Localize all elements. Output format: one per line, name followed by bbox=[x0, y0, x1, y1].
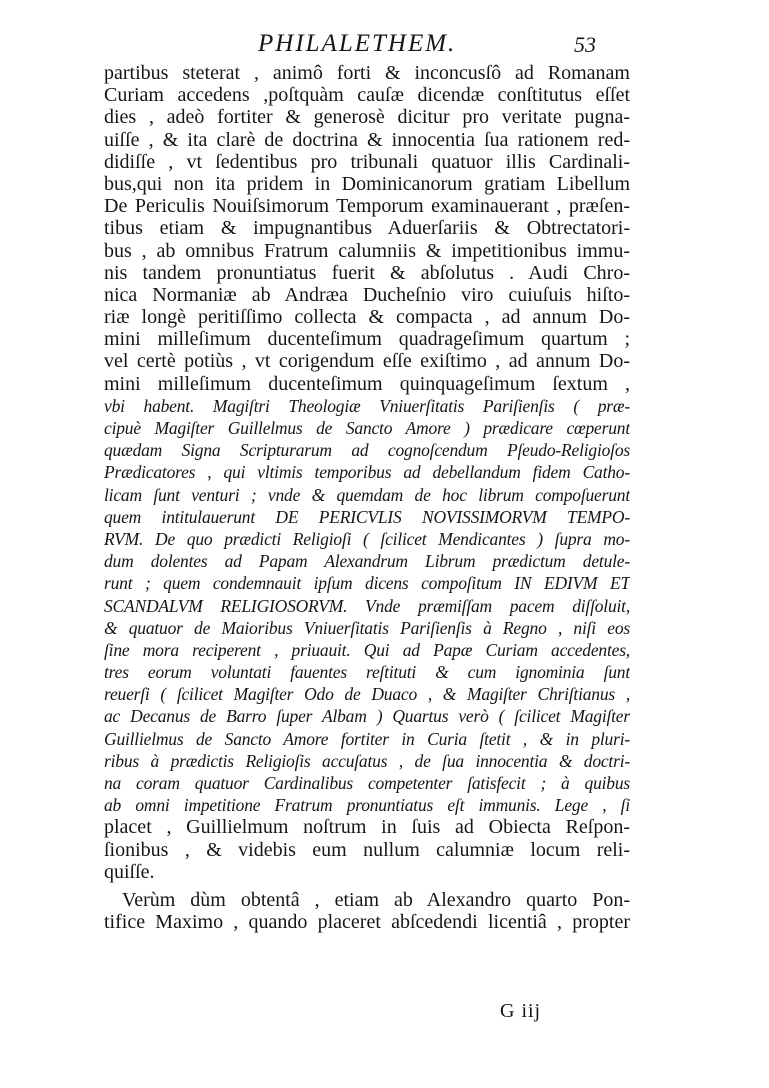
text-line: uiſſe , & ita clarè de doctrina & innocentia ſua rationem red- bbox=[104, 128, 630, 151]
text-line: nis tandem pronuntiatus fuerit & abſolutus . Audi Chro- bbox=[104, 261, 630, 284]
text-line: runt ; quem condemnauit ipſum dicens compoſitum IN EDIVM ET bbox=[104, 573, 630, 594]
text-line: Verùm dùm obtentâ , etiam ab Alexandro quarto Pon- bbox=[122, 888, 630, 911]
text-line: vbi habent. Magiſtri Theologiæ Vniuerſitatis Pariſienſis ( præ- bbox=[104, 395, 630, 416]
text-line: ac Decanus de Barro ſuper Albam ) Quartus verò ( ſcilicet Magiſter bbox=[104, 706, 630, 727]
text-line: dum dolentes ad Papam Alexandrum Librum prædictum detule- bbox=[104, 551, 630, 572]
text-line: ribus à prædictis Religioſis accuſatus , de ſua innocentia & doctri- bbox=[104, 750, 630, 771]
text-line: Guillielmus de Sancto Amore fortiter in Curia ſtetit , & in pluri- bbox=[104, 728, 630, 749]
text-line: RVM. De quo prædicti Religioſi ( ſcilicet Mendicantes ) ſupra mo- bbox=[104, 528, 630, 549]
text-line: quædam Signa Scripturarum ad cognoſcendum Pſeudo-Religioſos bbox=[104, 440, 630, 461]
text-line: bus , ab omnibus Fratrum calumniis & impetitionibus immu- bbox=[104, 239, 630, 262]
text-line: riæ longè peritiſſimo collecta & compacta , ad annum Do- bbox=[104, 306, 630, 329]
text-line: vel certè potiùs , vt corigendum eſſe exiſtimo , ad annum Do- bbox=[104, 350, 630, 373]
text-line: reuerſi ( ſcilicet Magiſter Odo de Duaco , & Magiſter Chriſtianus , bbox=[104, 684, 630, 705]
text-line: & quatuor de Maioribus Vniuerſitatis Pariſienſis à Regno , niſi eos bbox=[104, 617, 630, 638]
text-line: quem intitulauerunt DE PERICVLIS NOVISSIMORVM TEMPO- bbox=[104, 506, 630, 527]
text-line: bus,qui non ita pridem in Dominicanorum gratiam Libellum bbox=[104, 172, 630, 195]
text-line: mini milleſimum ducenteſimum quadrageſimum quartum ; bbox=[104, 328, 630, 351]
text-line: quiſſe. bbox=[104, 860, 155, 883]
text-line: didiſſe , vt ſedentibus pro tribunali quatuor illis Cardinali- bbox=[104, 150, 630, 173]
text-line: ſionibus , & videbis eum nullum calumniæ locum reli- bbox=[104, 838, 630, 861]
text-line: partibus steterat , animô forti & inconcusſô ad Romanam bbox=[104, 62, 630, 84]
text-line: licam ſunt venturi ; vnde & quemdam de hoc librum compoſuerunt bbox=[104, 484, 630, 505]
page-number: 53 bbox=[574, 32, 596, 57]
text-line: ab omni impetitione Fratrum pronuntiatus eſt immunis. Lege , ſi bbox=[104, 795, 630, 816]
text-line: mini milleſimum ducenteſimum quinquageſimum ſextum , bbox=[104, 372, 630, 395]
text-line: cipuè Magiſter Guillelmus de Sancto Amore ) prædicare cœperunt bbox=[104, 418, 630, 438]
text-line: tifice Maximo , quando placeret abſcedendi licentiâ , propter bbox=[104, 911, 630, 934]
signature-mark: G iij bbox=[500, 1000, 542, 1022]
text-line: SCANDALVM RELIGIOSORVM. Vnde præmiſſam pacem diſſoluit, bbox=[104, 595, 630, 616]
text-line: dies , adeò fortiter & generosè dicitur pro veritate pugna- bbox=[104, 106, 630, 129]
text-line: na coram quatuor Cardinalibus competenter ſatisfecit ; à quibus bbox=[104, 773, 630, 793]
text-line: nica Normaniæ ab Andræa Ducheſnio viro cuiuſuis hiſto- bbox=[104, 283, 630, 306]
running-title: PHILALETHEM. bbox=[258, 30, 457, 57]
text-line: Prædicatores , qui vltimis temporibus ad debellandum fidem Catho- bbox=[104, 462, 630, 483]
text-line: ſine mora reciperent , priuauit. Qui ad Papæ Curiam accedentes, bbox=[104, 639, 630, 660]
text-line: tibus etiam & impugnantibus Aduerſariis & Obtrectatori- bbox=[104, 217, 630, 240]
text-line: Curiam accedens ,poſtquàm cauſæ dicendæ conſtitutus eſſet bbox=[104, 84, 630, 107]
text-line: placet , Guillielmum noſtrum in ſuis ad Obiecta Reſpon- bbox=[104, 816, 630, 839]
text-line: tres eorum voluntati fauentes reſtituti & cum ignominia ſunt bbox=[104, 662, 630, 683]
body-text bbox=[104, 62, 630, 933]
text-line: De Periculis Nouiſsimorum Temporum examinauerant , præſen- bbox=[104, 195, 630, 218]
